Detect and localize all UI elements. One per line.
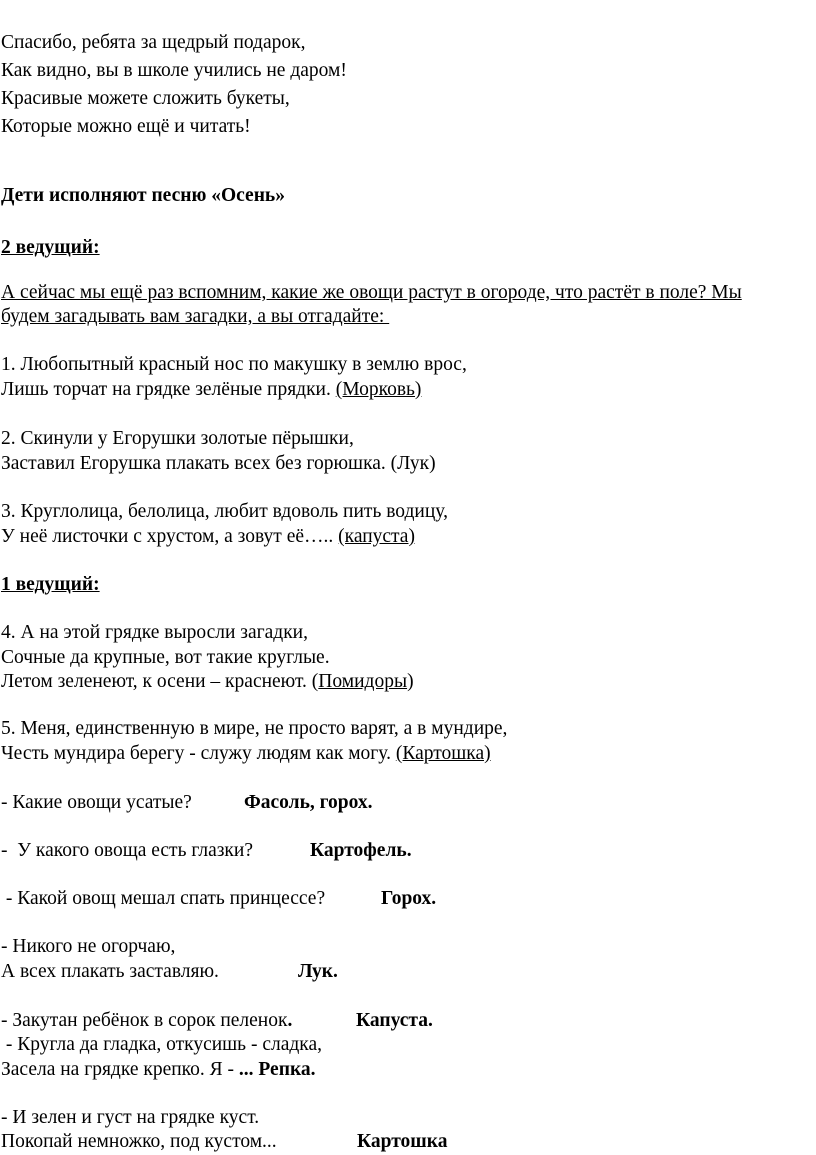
riddle3-line-1: 3. Круглолица, белолица, любит вдоволь пить водицу,: [1, 501, 448, 522]
riddle7-question-text: - Закутан ребёнок в сорок пеленок: [1, 1010, 288, 1031]
riddle3-line-2: [1, 524, 415, 550]
song-direction: Дети исполняют песню «Осень»: [1, 185, 285, 206]
poem-line-4: Которые можно ещё и читать!: [1, 116, 251, 137]
riddle1-line-2: [1, 377, 421, 403]
poem-line-3: Красивые можете сложить букеты,: [1, 88, 290, 109]
riddle2-line-2: Заставил Егорушка плакать всех без горюшка. (Лук): [1, 453, 436, 474]
riddle9-answer: Картошка: [357, 1131, 448, 1152]
riddle7-dot: .: [287, 1010, 293, 1031]
riddle7-question: [1, 1008, 292, 1034]
quick-answer-2: Картофель.: [310, 840, 412, 861]
riddle9-line-2: Покопай немножко, под кустом...: [1, 1131, 277, 1152]
riddle3-line-2-text: У неё листочки с хрустом, а зовут её…..: [1, 526, 339, 547]
riddle4-close-paren: ): [407, 671, 414, 692]
riddle9-line-1: - И зелен и густ на грядке куст.: [1, 1107, 260, 1128]
riddle6-line-2: А всех плакать заставляю.: [1, 961, 219, 982]
host2-heading: 2 ведущий:: [1, 237, 100, 258]
quick-question-3: - Какой овощ мешал спать принцессе?: [1, 888, 326, 909]
riddle3-answer: (капуста): [338, 526, 415, 547]
quick-question-1: - Какие овощи усатые?: [1, 792, 192, 813]
intro-line-1: А сейчас мы ещё раз вспомним, какие же овощи растут в огороде, что растёт в поле? Мы: [1, 282, 742, 303]
riddle5-line-1: 5. Меня, единственную в мире, не просто варят, а в мундире,: [1, 718, 508, 739]
riddle8-line-2-text: Засела на грядке крепко. Я -: [1, 1059, 239, 1080]
quick-answer-3: Горох.: [381, 888, 437, 909]
poem-line-2: Как видно, вы в школе учились не даром!: [1, 60, 347, 81]
riddle6-line-1: - Никого не огорчаю,: [1, 936, 176, 957]
intro-line-2: будем загадывать вам загадки, а вы отгадайте:: [1, 306, 390, 327]
riddle8-answer: ... Репка.: [238, 1059, 316, 1080]
riddle1-line-1: 1. Любопытный красный нос по макушку в землю врос,: [1, 354, 467, 375]
riddle4-answer: Помидоры: [318, 671, 408, 692]
riddle5-line-2: [1, 741, 491, 767]
riddle1-line-2-text: Лишь торчат на грядке зелёные прядки.: [1, 379, 336, 400]
riddle4-line-3: [1, 669, 414, 695]
quick-answer-1: Фасоль, горох.: [244, 792, 373, 813]
riddle7-answer: Капуста.: [356, 1010, 433, 1031]
riddle4-line-2: Сочные да крупные, вот такие круглые.: [1, 647, 330, 668]
riddle8-line-2: [1, 1057, 316, 1083]
quick-question-2: - У какого овоща есть глазки?: [1, 840, 253, 861]
host1-heading: 1 ведущий:: [1, 574, 100, 595]
riddle4-line-3-text: Летом зеленеют, к осени – краснеют. (: [1, 671, 319, 692]
poem-line-1: Спасибо, ребята за щедрый подарок,: [1, 32, 306, 53]
riddle5-answer: (Картошка): [395, 743, 491, 764]
riddle8-line-1: - Кругла да гладка, откусишь - сладка,: [1, 1034, 322, 1055]
riddle1-answer: (Морковь): [335, 379, 422, 400]
riddle5-line-2-text: Честь мундира берегу - служу людям как могу.: [1, 743, 396, 764]
riddle6-answer: Лук.: [298, 961, 338, 982]
riddle4-line-1: 4. А на этой грядке выросли загадки,: [1, 622, 308, 643]
riddle2-line-1: 2. Скинули у Егорушки золотые пёрышки,: [1, 428, 354, 449]
